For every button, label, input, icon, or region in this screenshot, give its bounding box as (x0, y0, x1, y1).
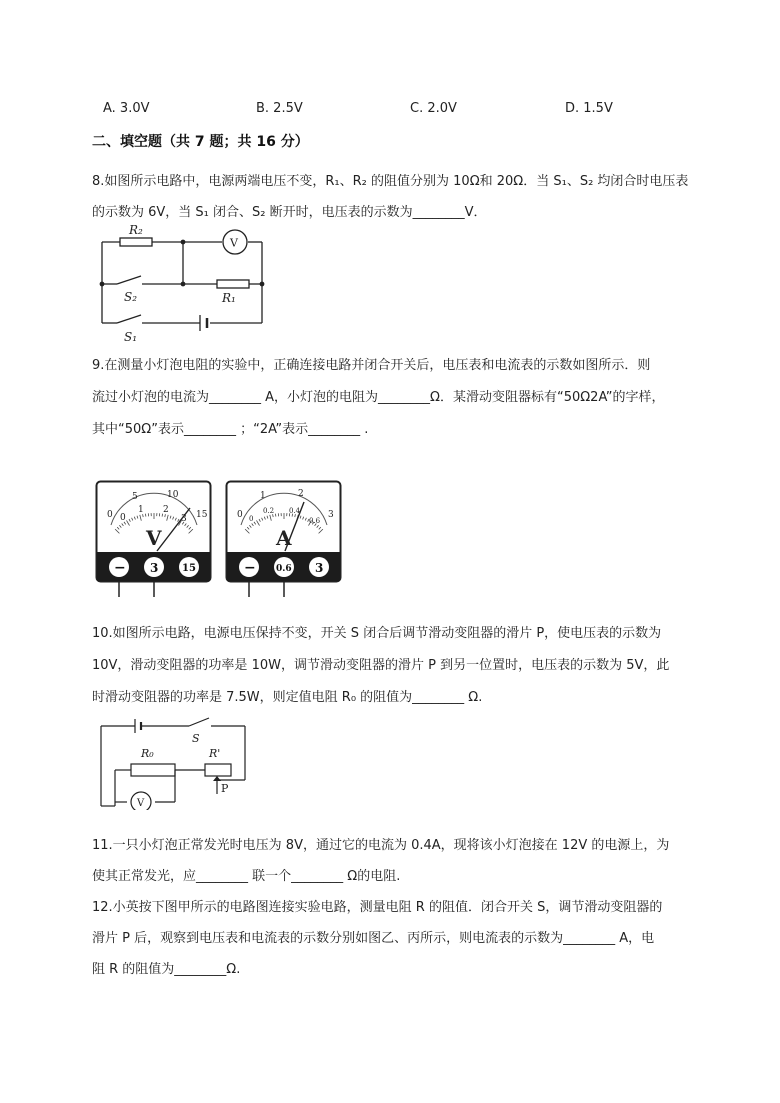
q8-r1-label: R₁ (222, 291, 236, 305)
ammeter-terminal-3: 3 (315, 561, 324, 575)
voltmeter-terminal-15: 15 (182, 563, 196, 574)
meter-scale-tick (275, 514, 276, 517)
voltmeter-upper-tick-0: 0 (107, 510, 113, 520)
q10-line2: 10V，滑动变阻器的功率是 10W，调节滑动变阻器的滑片 P 到另一位置时，电压表的示数为 5V，此 (92, 658, 670, 673)
ammeter-upper-tick-2: 2 (298, 489, 304, 499)
q8-line1: 8.如图所示电路中，电源两端电压不变，R₁、R₂ 的阻值分别为 10Ω和 20Ω．当 S₁、S₂ 均闭合时电压表 (92, 174, 689, 189)
choice-d: D. 1.5V (565, 101, 613, 116)
voltmeter-terminal-negative: − (114, 560, 126, 576)
q10-rheostat-label: R' (209, 747, 221, 760)
q8-voltmeter-label: V (230, 236, 238, 250)
q10-slider-label: P (221, 782, 229, 795)
q8-r2-label: R₂ (129, 223, 143, 237)
q10-switch-label: S (192, 732, 200, 745)
q8-s2-label: S₂ (124, 290, 138, 304)
voltmeter-upper-tick-2: 10 (167, 490, 179, 500)
q10-circuit-diagram (97, 710, 249, 810)
ammeter-figure (225, 480, 343, 598)
ammeter-lower-tick-0: 0 (249, 515, 254, 523)
q10-r0-label: R₀ (141, 747, 154, 760)
section-heading: 二、填空题（共 7 题；共 16 分） (92, 134, 309, 150)
q9-line1: 9.在测量小灯泡电阻的实验中，正确连接电路并闭合开关后，电压表和电流表的示数如图所示．则 (92, 358, 651, 373)
q12-line2: 滑片 P 后，观察到电压表和电流表的示数分别如图乙、丙所示，则电流表的示数为________ A，电 (92, 931, 655, 946)
ammeter-lower-tick-2: 0.4 (289, 507, 301, 515)
voltmeter-terminal-3: 3 (150, 561, 159, 575)
q9-line2: 流过小灯泡的电流为________ A，小灯泡的电阻为________Ω．某滑动变阻器标有“50Ω2A”的字样， (92, 390, 665, 405)
ammeter-upper-tick-0: 0 (237, 510, 243, 520)
q10-line3: 时滑动变阻器的功率是 7.5W，则定值电阻 R₀ 的阻值为________ Ω. (92, 690, 483, 705)
voltmeter-lower-tick-0: 0 (120, 513, 126, 523)
ammeter-lower-tick-1: 0.2 (263, 507, 275, 515)
choice-c: C. 2.0V (410, 101, 457, 116)
q8-s1-label: S₁ (124, 330, 138, 344)
voltmeter-figure (95, 480, 213, 598)
ammeter-upper-tick-1: 1 (260, 491, 266, 501)
meter-scale-tick (145, 514, 146, 517)
voltmeter-upper-tick-1: 5 (132, 492, 138, 502)
q11-line1: 11.一只小灯泡正常发光时电压为 8V，通过它的电流为 0.4A，现将该小灯泡接在 12V 的电源上，为 (92, 838, 670, 853)
ammeter-symbol: A (276, 526, 292, 550)
q8-line2: 的示数为 6V，当 S₁ 闭合、S₂ 断开时，电压表的示数为________V． (92, 205, 487, 220)
choice-b: B. 2.5V (256, 101, 303, 116)
q12-line3: 阻 R 的阻值为________Ω. (92, 962, 241, 977)
voltmeter-upper-tick-3: 15 (196, 510, 208, 520)
q9-line3: 其中“50Ω”表示________ ；“2A”表示________ . (92, 422, 369, 437)
q10-voltmeter-label: V (137, 798, 145, 809)
choice-a: A. 3.0V (103, 101, 150, 116)
ammeter-lower-tick-3: 0.6 (309, 517, 321, 525)
ammeter-terminal-0-6: 0.6 (276, 564, 292, 574)
voltmeter-symbol: V (146, 526, 162, 550)
voltmeter-lower-tick-2: 2 (163, 505, 169, 515)
voltmeter-lower-tick-3: 3 (181, 514, 187, 524)
q11-line2: 使其正常发光，应________ 联一个________ Ω的电阻. (92, 869, 401, 884)
voltmeter-lower-tick-1: 1 (138, 505, 144, 515)
q10-line1: 10.如图所示电路，电源电压保持不变，开关 S 闭合后调节滑动变阻器的滑片 P，使电压表的示数为 (92, 626, 662, 641)
q12-line1: 12.小英按下图甲所示的电路图连接实验电路，测量电阻 R 的阻值．闭合开关 S，调节滑动变阻器的 (92, 900, 663, 915)
ammeter-upper-tick-3: 3 (328, 510, 334, 520)
ammeter-terminal-negative: − (244, 560, 256, 576)
q8-circuit-diagram (95, 222, 275, 346)
